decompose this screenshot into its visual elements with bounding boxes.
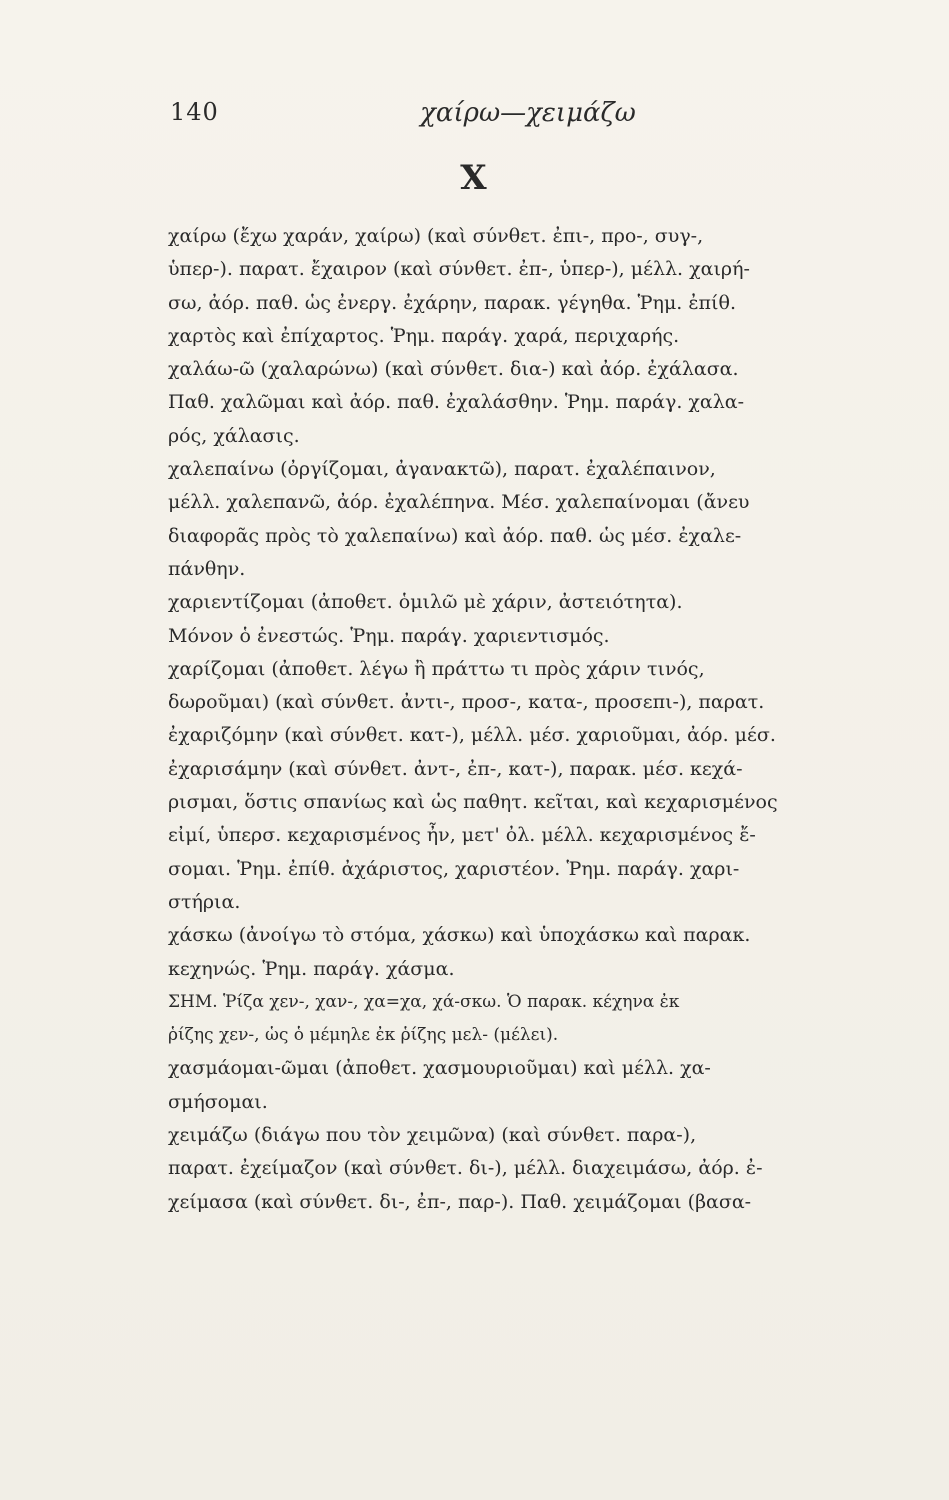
text-line: ρισμαι, ὅστις σπανίως καὶ ὡς παθητ. κεῖται, καὶ κεχαρισμένος bbox=[168, 791, 778, 814]
text-line: χαλάω-ῶ (χαλαρώνω) (καὶ σύνθετ. δια-) καὶ ἀόρ. ἐχάλασα. bbox=[168, 358, 739, 381]
text-line: διαφορᾶς πρὸς τὸ χαλεπαίνω) καὶ ἀόρ. παθ. ὡς μέσ. ἐχαλε- bbox=[168, 524, 742, 547]
text-line: ἐχαρισάμην (καὶ σύνθετ. ἀντ-, ἐπ-, κατ-), παρακ. μέσ. κεχά- bbox=[168, 757, 743, 780]
text-line: χαρτὸς καὶ ἐπίχαρτος. Ῥημ. παράγ. χαρά, περιχαρής. bbox=[168, 324, 680, 347]
text-line: χαλεπαίνω (ὀργίζομαι, ἀγανακτῶ), παρατ. ἐχαλέπαινον, bbox=[168, 458, 716, 481]
text-line: Μόνον ὁ ἐνεστώς. Ῥημ. παράγ. χαριεντισμός. bbox=[168, 624, 610, 647]
text-line: δωροῦμαι) (καὶ σύνθετ. ἀντι-, προσ-, κατα-, προσεπι-), παρατ. bbox=[168, 691, 765, 714]
text-line: σμήσομαι. bbox=[168, 1090, 268, 1113]
text-line: κεχηνώς. Ῥημ. παράγ. χάσμα. bbox=[168, 957, 455, 980]
text-line: χαριεντίζομαι (ἀποθετ. ὁμιλῶ μὲ χάριν, ἀστειότητα). bbox=[168, 591, 683, 614]
text-line: χειμάζω (διάγω που τὸν χειμῶνα) (καὶ σύνθετ. παρα-), bbox=[168, 1124, 697, 1147]
text-line: στήρια. bbox=[168, 890, 241, 913]
section-letter-heading: X bbox=[460, 158, 489, 198]
text-line: χαρίζομαι (ἀποθετ. λέγω ἢ πράττω τι πρὸς χάριν τινός, bbox=[168, 657, 705, 680]
text-line: πάνθην. bbox=[168, 557, 246, 580]
text-line: ἐχαριζόμην (καὶ σύνθετ. κατ-), μέλλ. μέσ. χαριοῦμαι, ἀόρ. μέσ. bbox=[168, 724, 776, 747]
text-line: σω, ἀόρ. παθ. ὡς ἐνεργ. ἐχάρην, παρακ. γέγηθα. Ῥημ. ἐπίθ. bbox=[168, 291, 736, 314]
text-line: χάσκω (ἀνοίγω τὸ στόμα, χάσκω) καὶ ὑποχάσκω καὶ παρακ. bbox=[168, 924, 751, 947]
text-line: σομαι. Ῥημ. ἐπίθ. ἀχάριστος, χαριστέον. Ῥημ. παράγ. χαρι- bbox=[168, 857, 740, 880]
running-title: χαίρω—χειμάζω bbox=[420, 98, 636, 128]
text-line: χαίρω (ἔχω χαράν, χαίρω) (καὶ σύνθετ. ἐπι-, προ-, συγ-, bbox=[168, 225, 704, 247]
text-line: εἰμί, ὑπερσ. κεχαρισμένος ἦν, μετ' ὀλ. μέλλ. κεχαρισμένος ἔ- bbox=[168, 824, 756, 847]
text-line: ρός, χάλασις. bbox=[168, 424, 300, 447]
text-line: μέλλ. χαλεπανῶ, ἀόρ. ἐχαλέπηνα. Μέσ. χαλεπαίνομαι (ἄνευ bbox=[168, 491, 750, 514]
page-number: 140 bbox=[170, 98, 219, 126]
page-header bbox=[168, 98, 888, 138]
text-line: παρατ. ἐχείμαζον (καὶ σύνθετ. δι-), μέλλ. διαχειμάσω, ἀόρ. ἐ- bbox=[168, 1157, 763, 1180]
text-line: Παθ. χαλῶμαι καὶ ἀόρ. παθ. ἐχαλάσθην. Ῥημ. παράγ. χαλα- bbox=[168, 391, 745, 414]
text-line: χείμασα (καὶ σύνθετ. δι-, ἐπ-, παρ-). Παθ. χειμάζομαι (βασα- bbox=[168, 1190, 752, 1213]
note-block bbox=[168, 986, 898, 1053]
note-line: ΣΗΜ. Ῥίζα χεν-, χαν-, χα=χα, χά-σκω. Ὁ παρακ. κέχηνα ἐκ bbox=[168, 991, 680, 1012]
note-line: ῥίζης χεν-, ὡς ὁ μέμηλε ἐκ ῥίζης μελ- (μέλει). bbox=[168, 1025, 559, 1046]
text-line: ὑπερ-). παρατ. ἔχαιρον (καὶ σύνθετ. ἐπ-, ὑπερ-), μέλλ. χαιρή- bbox=[168, 258, 750, 281]
dictionary-body bbox=[168, 220, 898, 1219]
text-line: χασμάομαι-ῶμαι (ἀποθετ. χασμουριοῦμαι) καὶ μέλλ. χα- bbox=[168, 1057, 711, 1080]
